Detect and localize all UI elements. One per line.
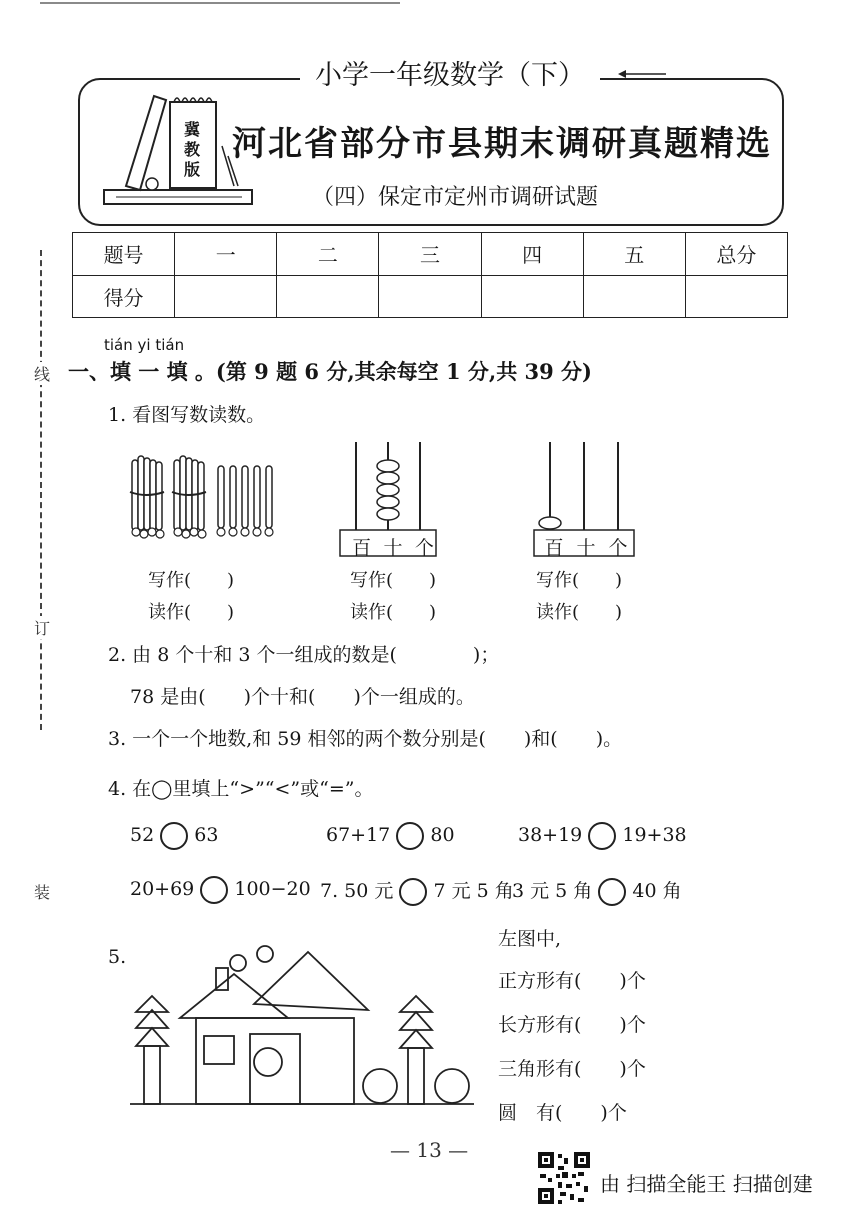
shape-count-circle[interactable]: 圆 有( )个 [498,1102,627,1124]
place-label: 个 [608,537,628,559]
book-label: 冀教版 [183,120,200,179]
table-cell: 一 [175,233,277,276]
margin-mark: 线 [34,362,50,385]
compare-item [320,876,514,906]
score-input-cell[interactable] [175,275,277,318]
score-input-cell[interactable] [685,275,787,318]
place-label: 十 [383,537,403,559]
compare-item [512,876,682,906]
compare-right: 19+38 [622,824,687,846]
read-blank-1[interactable]: 读作( ) [148,602,235,623]
compare-item [518,822,687,850]
compare-circle[interactable] [598,878,626,906]
section-heading: 一、填 一 填 。(第 9 题 6 分,其余每空 1 分,共 39 分) [68,359,592,384]
place-label: 百 [352,537,372,559]
compare-right: 40 角 [632,880,682,902]
section-pinyin: tián yi tián [104,336,185,354]
question-2-line-2: 78 是由( )个十和( )个一组成的。 [130,686,475,708]
house-shapes-illustration [128,938,478,1108]
series-title: 小学一年级数学（下） [300,56,600,96]
arrow-left-icon [618,70,668,78]
question-5-number: 5. [108,946,127,968]
compare-circle[interactable] [399,878,427,906]
score-input-cell[interactable] [379,275,481,318]
question-3-text: 3. 一个一个地数,和 59 相邻的两个数分别是( )和( )。 [108,728,623,750]
write-blank-2[interactable]: 写作( ) [350,570,437,591]
compare-left: 7. 50 元 [320,880,394,902]
question-4-text: 4. 在◯里填上“>”“<”或“=”。 [108,778,374,800]
table-row [73,233,788,276]
binding-dash-line [40,250,42,730]
compare-left: 38+19 [518,824,583,846]
compare-item [130,876,311,904]
write-blank-1[interactable]: 写作( ) [148,570,235,591]
place-label: 个 [414,537,434,559]
table-cell: 四 [481,233,583,276]
compare-left: 3 元 5 角 [512,880,593,902]
compare-right: 100−20 [234,878,311,900]
compare-right: 63 [194,824,219,846]
scanner-watermark: 由 扫描全能王 扫描创建 [600,1172,813,1196]
question-2-line-1: 2. 由 8 个十和 3 个一组成的数是( )； [108,644,500,666]
shape-count-rectangle[interactable]: 长方形有( )个 [498,1014,646,1036]
table-cell: 得分 [73,275,175,318]
question-1-text: 1. 看图写数读数。 [108,404,266,426]
top-rule [40,2,400,4]
compare-right: 7 元 5 角 [433,880,514,902]
table-row [73,275,788,318]
score-input-cell[interactable] [277,275,379,318]
abacus-1-labels [346,533,440,560]
abacus-2-labels [538,533,634,560]
table-cell: 题号 [73,233,175,276]
exam-subtitle: （四）保定市定州市调研试题 [312,185,599,210]
shape-count-square[interactable]: 正方形有( )个 [498,970,646,992]
score-table [72,232,788,318]
place-label: 百 [544,537,564,559]
compare-circle[interactable] [396,822,424,850]
write-blank-3[interactable]: 写作( ) [536,570,623,591]
table-cell: 总分 [685,233,787,276]
exam-title: 河北省部分市县期末调研真题精选 [232,124,772,164]
margin-mark: 装 [34,880,50,903]
table-cell: 二 [277,233,379,276]
compare-left: 20+69 [130,878,195,900]
read-blank-2[interactable]: 读作( ) [350,602,437,623]
compare-item [130,822,218,850]
stick-bundles-illustration [128,452,278,542]
qr-code-icon [536,1150,592,1206]
compare-item [326,822,455,850]
page-number: — 13 — [390,1138,469,1162]
margin-mark: 订 [34,616,50,639]
table-cell: 五 [583,233,685,276]
score-input-cell[interactable] [481,275,583,318]
table-cell: 三 [379,233,481,276]
read-blank-3[interactable]: 读作( ) [536,602,623,623]
question-5-lead: 左图中, [498,928,562,950]
compare-circle[interactable] [160,822,188,850]
score-input-cell[interactable] [583,275,685,318]
shape-count-triangle[interactable]: 三角形有( )个 [498,1058,646,1080]
compare-left: 67+17 [326,824,391,846]
compare-right: 80 [430,824,455,846]
compare-circle[interactable] [200,876,228,904]
compare-left: 52 [130,824,155,846]
place-label: 十 [576,537,596,559]
compare-circle[interactable] [588,822,616,850]
